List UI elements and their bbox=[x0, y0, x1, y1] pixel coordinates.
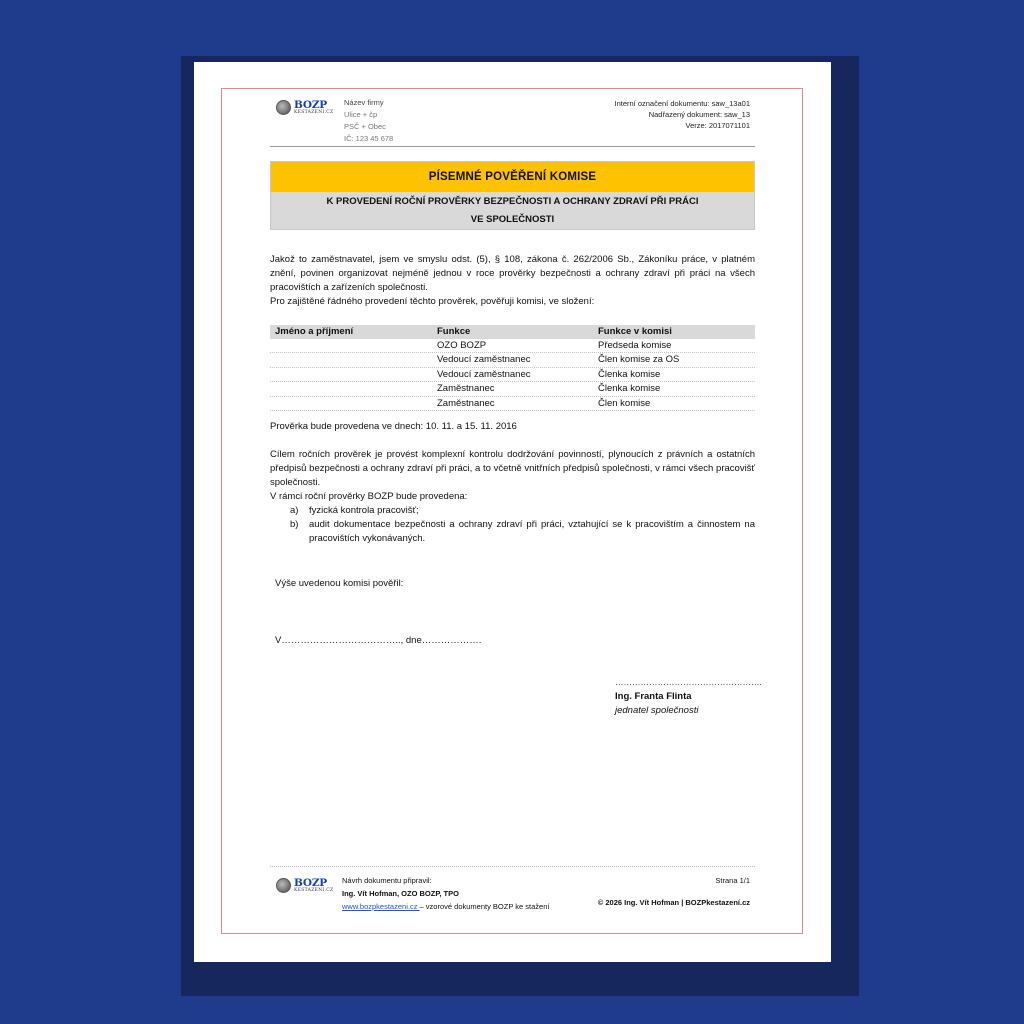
table-row bbox=[270, 339, 755, 354]
table-header-row bbox=[270, 325, 755, 339]
footer-link-line bbox=[342, 900, 549, 913]
header-commission-role: Funkce v komisi bbox=[598, 326, 672, 337]
cell-commission-role: Člen komise bbox=[598, 397, 651, 409]
cell-name bbox=[270, 353, 437, 367]
inspection-dates: Prověrka bude provedena ve dnech: 10. 11. a 15. 11. 2016 bbox=[270, 421, 517, 432]
company-street: Ulice + čp bbox=[344, 110, 378, 119]
website-link[interactable]: www.bozpkestazeni.cz bbox=[342, 902, 420, 911]
list-item bbox=[270, 504, 755, 518]
table-row bbox=[270, 397, 755, 412]
logo-main-text: BOZP bbox=[294, 99, 327, 111]
title-box bbox=[270, 161, 755, 230]
signatory-role: jednatel společnosti bbox=[615, 705, 699, 716]
company-name: Název firmy bbox=[344, 98, 384, 107]
header-name: Jméno a příjmení bbox=[275, 326, 354, 337]
company-info bbox=[344, 97, 393, 145]
list-text: audit dokumentace bezpečnosti a ochrany zdraví při práci, vztahující se k pracovištím a činnostem na pracovištích vykonávaných. bbox=[309, 519, 755, 544]
logo-main-text: BOZP bbox=[294, 877, 327, 889]
meta-version: Verze: 2017071101 bbox=[685, 121, 750, 130]
document-subtitle bbox=[271, 192, 754, 229]
cell-name bbox=[270, 397, 437, 411]
cell-function: Vedoucí zaměstnanec bbox=[437, 354, 531, 365]
document-page bbox=[194, 62, 831, 962]
company-ico: IČ: 123 45 678 bbox=[344, 134, 394, 143]
footer-logo bbox=[276, 878, 333, 893]
logo-sub-text: KESTAZENI.CZ bbox=[294, 887, 334, 893]
header-function: Funkce bbox=[437, 326, 471, 337]
goal-lead: V rámci roční prověrky BOZP bude provedena: bbox=[270, 491, 468, 502]
cell-function: OZO BOZP bbox=[437, 339, 487, 351]
company-city: PSČ + Obec bbox=[344, 122, 386, 131]
cell-name bbox=[270, 368, 437, 382]
cell-commission-role: Členka komise bbox=[598, 368, 661, 380]
prepared-by: Ing. Vít Hofman, OZO BOZP, TPO bbox=[342, 889, 459, 898]
cell-function: Zaměstnanec bbox=[437, 397, 495, 409]
intro-commission-line: Pro zajištěné řádného provedení těchto prověrek, pověřuji komisi, ve složení: bbox=[270, 296, 595, 307]
table-row bbox=[270, 353, 755, 368]
meta-parent-doc: Nadřazený dokument: saw_13 bbox=[648, 110, 750, 119]
commission-table bbox=[270, 325, 755, 411]
header-rule bbox=[270, 146, 755, 147]
signature-dots: ……………………………………………. bbox=[615, 677, 762, 687]
meta-internal-id: Interní označení dokumentu: saw_13a01 bbox=[614, 99, 750, 108]
cell-name bbox=[270, 339, 437, 353]
logo-globe-icon bbox=[276, 878, 291, 893]
subtitle-line-1: K PROVEDENÍ ROČNÍ PROVĚRKY BEZPEČNOSTI A OCHRANY ZDRAVÍ PŘI PRÁCI bbox=[326, 196, 699, 207]
goal-paragraph: Cílem ročních prověrek je provést komplexní kontrolu dodržování povinností, plynoucích z právních a ostatních předpisů bezpečnosti a ochrany zdraví při práci, a to včetně vnitřních předpisů společnosti, v rámci všech pracovišť společnosti. bbox=[270, 449, 755, 488]
cell-name bbox=[270, 382, 437, 396]
cell-commission-role: Členka komise bbox=[598, 383, 661, 394]
goal-list bbox=[270, 504, 755, 546]
subtitle-line-2: VE SPOLEČNOSTI bbox=[470, 214, 555, 225]
list-marker: b) bbox=[290, 519, 299, 530]
cell-function: Zaměstnanec bbox=[437, 383, 495, 394]
logo-sub-text: KESTAZENI.CZ bbox=[294, 109, 334, 115]
intro-paragraph: Jakož to zaměstnavatel, jsem ve smyslu odst. (5), § 108, zákona č. 262/2006 Sb., Zákoníku práce, v platném znění, povinen organizovat nejméně jednou v roce prověrky bezpečnosti a ochrany zdraví při práci na všech pracovištích a zařízeních společnosti. bbox=[270, 254, 755, 293]
document-title: PÍSEMNÉ POVĚŘENÍ KOMISE bbox=[271, 162, 754, 192]
footer-author-block bbox=[342, 874, 549, 913]
link-suffix: – vzorové dokumenty BOZP ke stažení bbox=[419, 902, 550, 911]
list-marker: a) bbox=[290, 505, 299, 516]
footer-copyright: © 2026 Ing. Vít Hofman | BOZPkestazení.cz bbox=[597, 898, 750, 907]
place-date-line: V……………………………….., dne………………. bbox=[275, 635, 482, 646]
document-meta bbox=[614, 98, 750, 131]
table-row bbox=[270, 368, 755, 383]
signatory-name: Ing. Franta Flinta bbox=[615, 691, 692, 702]
footer-page-number: Strana 1/1 bbox=[715, 876, 750, 885]
logo-globe-icon bbox=[276, 100, 291, 115]
table-row bbox=[270, 382, 755, 397]
footer-rule bbox=[270, 866, 755, 867]
cell-function: Vedoucí zaměstnanec bbox=[437, 368, 531, 380]
prepared-label: Návrh dokumentu připravil: bbox=[342, 876, 432, 885]
header-logo bbox=[276, 100, 333, 115]
list-item bbox=[270, 518, 755, 546]
list-text: fyzická kontrola pracovišť; bbox=[309, 505, 419, 516]
authorized-by-label: Výše uvedenou komisi pověřil: bbox=[275, 578, 404, 589]
cell-commission-role: Předseda komise bbox=[598, 339, 672, 351]
cell-commission-role: Člen komise za OS bbox=[598, 354, 680, 365]
